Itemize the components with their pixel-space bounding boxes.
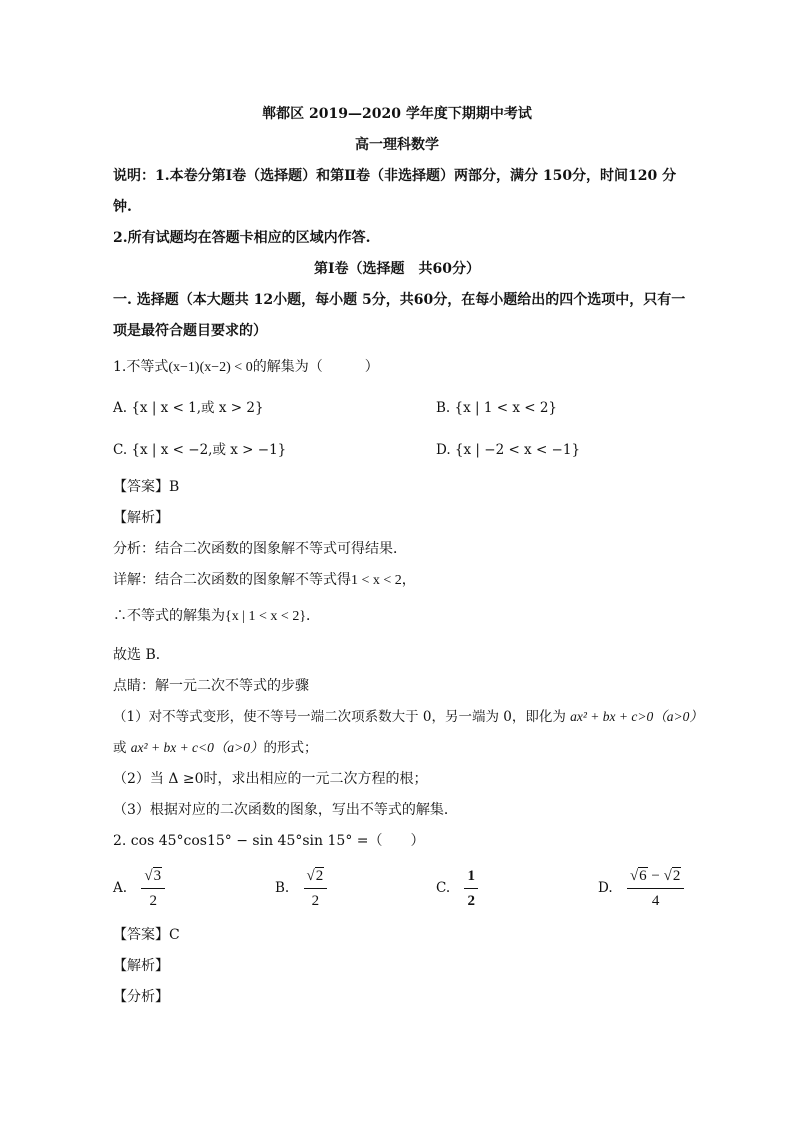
q1-answer: 【答案】B (113, 479, 180, 495)
q1-therefore-suffix: ． (306, 608, 321, 624)
q1-step1b-math: ax² + bx + c<0（a>0） (130, 740, 264, 755)
section-heading-line1: 一. 选择题（本大题共 12小题，每小题 5分，共60分，在每小题给出的四个选项中，只有一 (113, 292, 686, 308)
instructions-line2: 2.所有试题均在答题卡相应的区域内作答. (113, 230, 371, 246)
q2-option-d-numerator-b: 2 (672, 868, 681, 884)
q1-option-d: D. {x | −2 < x < −1} (436, 442, 581, 458)
q2-option-c-numerator: 1 (464, 866, 478, 889)
q1-dianjing: 点睛：解一元二次不等式的步骤 (113, 678, 309, 694)
q1-therefore-math: {x | 1 < x < 2} (225, 609, 307, 624)
q1-step1b (113, 738, 318, 758)
q1-option-a: A. {x | x < 1,或 x > 2} (113, 400, 264, 416)
q2-analysis-label: 【解析】 (113, 958, 169, 974)
q1-xiangjie-math: 1 < x < 2 (351, 573, 402, 588)
q1-xiangjie-prefix: 详解：结合二次函数的图象解不等式得 (113, 572, 351, 588)
q2-option-b-numerator: 2 (315, 868, 324, 884)
exam-title: 郸都区 2019—2020 学年度下期期中考试 (262, 106, 532, 122)
q2-answer: 【答案】C (113, 927, 180, 943)
q1-xiangjie (113, 570, 416, 591)
q1-step1b-suffix: 的形式； (263, 740, 318, 756)
q2-option-b (275, 866, 327, 911)
part1-title: 第Ⅰ卷（选择题 共60分） (313, 261, 481, 277)
q1-step1a-prefix: （1）对不等式变形，使不等号一端二次项系数大于 0，另一端为 0，即化为 (113, 709, 571, 725)
q2-fenxi-label: 【分析】 (113, 989, 169, 1005)
q1-step2: （2）当 Δ ≥0时，求出相应的一元二次方程的根； (113, 771, 428, 787)
q2-option-d-denominator: 4 (651, 893, 660, 909)
q1-step1a (113, 707, 703, 727)
q2-option-d (598, 866, 684, 911)
q1-therefore-prefix: ∴不等式的解集为 (113, 608, 225, 624)
q2-option-a-denominator: 2 (149, 893, 157, 909)
q1-xiangjie-suffix: ， (401, 572, 416, 588)
q2-option-c (436, 866, 478, 911)
instructions-line1b: 钟. (113, 199, 132, 215)
q2-option-d-minus: − (647, 868, 664, 884)
instructions-line1: 说明：1.本卷分第Ⅰ卷（选择题）和第Ⅱ卷（非选择题）两部分，满分 150分，时间120 分 (113, 168, 677, 184)
q2-option-b-denominator: 2 (311, 893, 320, 909)
exam-subtitle: 高一理科数学 (355, 137, 439, 153)
q1-therefore (113, 606, 320, 627)
q2-stem: 2. cos 45°cos15° − sin 45°sin 15° =（ ） (113, 833, 425, 849)
q2-option-a-numerator: 3 (153, 868, 162, 884)
q1-stem-prefix: 1.不等式 (113, 359, 169, 375)
q2-option-c-fraction (464, 866, 478, 911)
q2-option-d-numerator-a: 6 (639, 868, 647, 884)
q1-stem (113, 357, 379, 378)
q1-analysis-label: 【解析】 (113, 510, 169, 526)
q2-option-b-fraction: $\frac{√2}{2}$ (304, 866, 328, 911)
q2-option-d-fraction: $\frac{√6 - √2}{4}$ (627, 866, 684, 911)
q2-option-c-label: C. (436, 880, 451, 896)
q1-stem-math: (x−1)(x−2) < 0 (168, 360, 253, 375)
q2-option-b-label: B. (275, 880, 290, 896)
q1-fenxi: 分析：结合二次函数的图象解不等式可得结果． (113, 541, 407, 557)
q2-option-a (113, 866, 165, 911)
q1-step1b-prefix: 或 (113, 740, 131, 756)
section-heading-line2: 项是最符合题目要求的） (113, 323, 267, 339)
q1-option-c: C. {x | x < −2,或 x > −1} (113, 442, 287, 458)
q2-option-d-label: D. (598, 880, 613, 896)
q1-step1a-math: ax² + bx + c>0（a>0） (570, 709, 703, 724)
q2-option-c-denominator: 2 (467, 893, 475, 909)
q2-option-a-label: A. (113, 880, 128, 896)
q1-guxuan: 故选 B． (113, 647, 170, 663)
q1-option-b: B. {x | 1 < x < 2} (436, 400, 558, 416)
q2-option-a-fraction: $\frac{√3}{2}$ (141, 866, 165, 911)
q1-step3: （3）根据对应的二次函数的图象，写出不等式的解集． (113, 802, 458, 818)
q1-stem-suffix: 的解集为（ ） (252, 359, 379, 375)
